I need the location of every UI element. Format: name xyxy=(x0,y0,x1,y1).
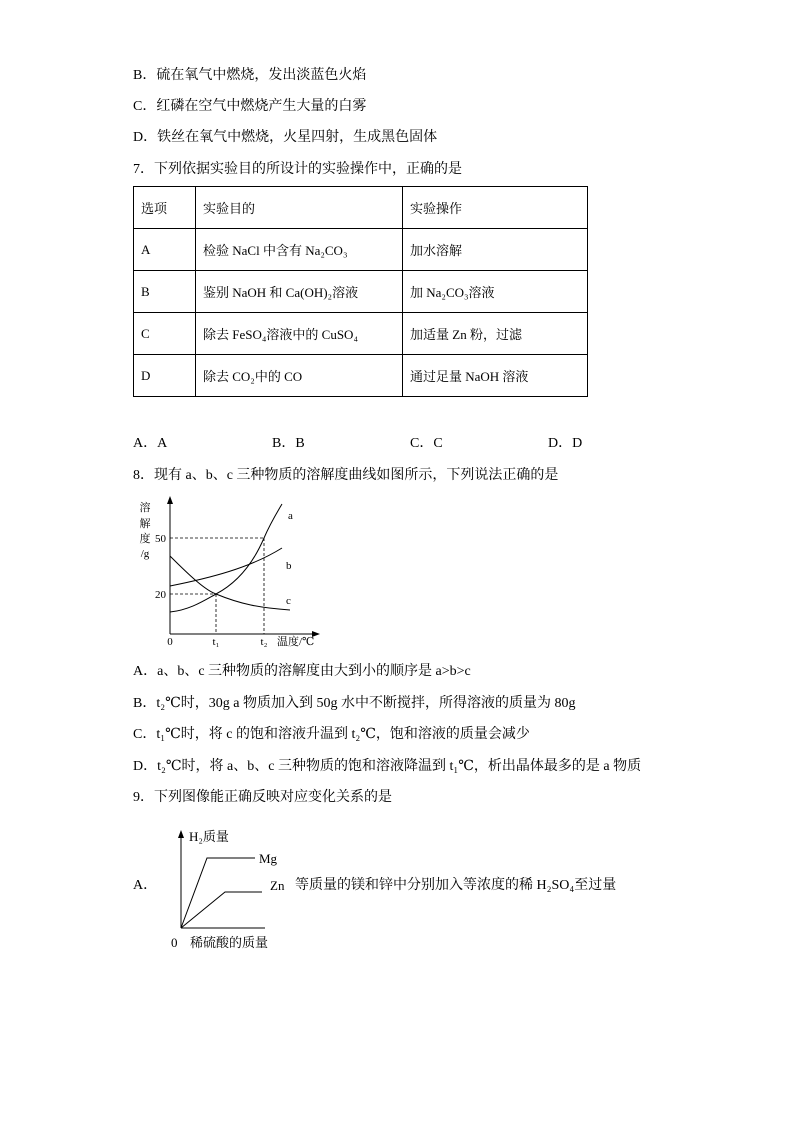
q8-option-c: C．t₁℃时，将 c 的饱和溶液升温到 t₂℃，饱和溶液的质量会减少 xyxy=(133,727,530,742)
q6-option-c: C．红磷在空气中燃烧产生大量的白雾 xyxy=(133,99,367,114)
x-axis-label: 温度/℃ xyxy=(277,636,315,648)
q8-option-d: D．t₂℃时，将 a、b、c 三种物质的饱和溶液降温到 t₁℃，析出晶体最多的是 a 物质 xyxy=(133,759,642,774)
table-cell-operation: 加适量 Zn 粉，过滤 xyxy=(403,313,588,355)
q9-origin-label: 0 xyxy=(171,935,178,950)
x-tick-origin: 0 xyxy=(167,636,173,648)
table-cell-purpose: 除去 CO₂中的 CO xyxy=(196,355,403,397)
q7-choice-c: C．C xyxy=(410,436,443,451)
curve-c-label: c xyxy=(286,595,291,607)
y-label-char: 度 xyxy=(139,533,151,545)
q7-choice-a: A．A xyxy=(133,436,168,451)
table-cell-operation: 加 Na₂CO₃溶液 xyxy=(403,271,588,313)
y-label-char: 解 xyxy=(139,518,151,530)
table-cell-operation: 加水溶解 xyxy=(403,229,588,271)
y-axis-arrow xyxy=(178,830,184,838)
q9-stem: 9．下列图像能正确反映对应变化关系的是 xyxy=(133,790,392,805)
solubility-curve-figure xyxy=(130,490,330,655)
q7-choice-b: B．B xyxy=(272,436,305,451)
curve-a-label: a xyxy=(288,510,293,522)
curve-a xyxy=(170,504,282,612)
zn-label: Zn xyxy=(270,878,285,893)
table-cell-purpose: 除去 FeSO₄溶液中的 CuSO₄ xyxy=(196,313,403,355)
q9-y-axis-label: H₂质量 xyxy=(189,829,229,844)
table-row xyxy=(134,355,588,397)
q8-option-a: A．a、b、c 三种物质的溶解度由大到小的顺序是 a>b>c xyxy=(133,664,471,679)
table-cell-purpose: 鉴别 NaOH 和 Ca(OH)₂溶液 xyxy=(196,271,403,313)
q9-x-axis-label: 稀硫酸的质量 xyxy=(190,935,269,950)
table-header-operation: 实验操作 xyxy=(403,187,588,229)
q8-stem: 8．现有 a、b、c 三种物质的溶解度曲线如图所示，下列说法正确的是 xyxy=(133,468,559,483)
table-cell-option: D xyxy=(134,355,196,397)
table-row xyxy=(134,229,588,271)
table-header-row xyxy=(134,187,588,229)
y-axis-arrow xyxy=(167,496,173,504)
x-tick-t1: t₁ xyxy=(212,636,220,648)
mg-line xyxy=(181,858,255,928)
y-tick-20: 20 xyxy=(155,589,166,601)
table-cell-operation: 通过足量 NaOH 溶液 xyxy=(403,355,588,397)
x-tick-t2: t₂ xyxy=(260,636,268,648)
table-header-purpose: 实验目的 xyxy=(196,187,403,229)
zn-line xyxy=(181,892,262,928)
table-row xyxy=(134,271,588,313)
table-cell-option: B xyxy=(134,271,196,313)
table-cell-option: C xyxy=(134,313,196,355)
curve-b-label: b xyxy=(286,560,292,572)
q8-option-b: B．t₂℃时，30g a 物质加入到 50g 水中不断搅拌，所得溶液的质量为 80g xyxy=(133,696,576,711)
curve-b xyxy=(170,548,282,586)
mg-label: Mg xyxy=(259,851,278,866)
y-tick-50: 50 xyxy=(155,533,166,545)
q7-stem: 7．下列依据实验目的所设计的实验操作中，正确的是 xyxy=(133,162,462,177)
curve-c xyxy=(170,556,290,610)
q6-option-d: D．铁丝在氧气中燃烧，火星四射，生成黑色固体 xyxy=(133,130,438,145)
y-label-char: 溶 xyxy=(139,502,151,514)
q6-option-b: B．硫在氧气中燃烧，发出淡蓝色火焰 xyxy=(133,68,367,83)
y-label-unit: /g xyxy=(140,548,150,560)
q9-option-a-marker: A． xyxy=(133,878,158,893)
q7-choice-d: D．D xyxy=(548,436,583,451)
table-header-option: 选项 xyxy=(134,187,196,229)
table-cell-option: A xyxy=(134,229,196,271)
table-row xyxy=(134,313,588,355)
table-cell-purpose: 检验 NaCl 中含有 Na₂CO₃ xyxy=(196,229,403,271)
q9-option-a-description: 等质量的镁和锌中分别加入等浓度的稀 H₂SO₄至过量 xyxy=(295,878,617,893)
q7-experiment-table xyxy=(133,186,588,397)
